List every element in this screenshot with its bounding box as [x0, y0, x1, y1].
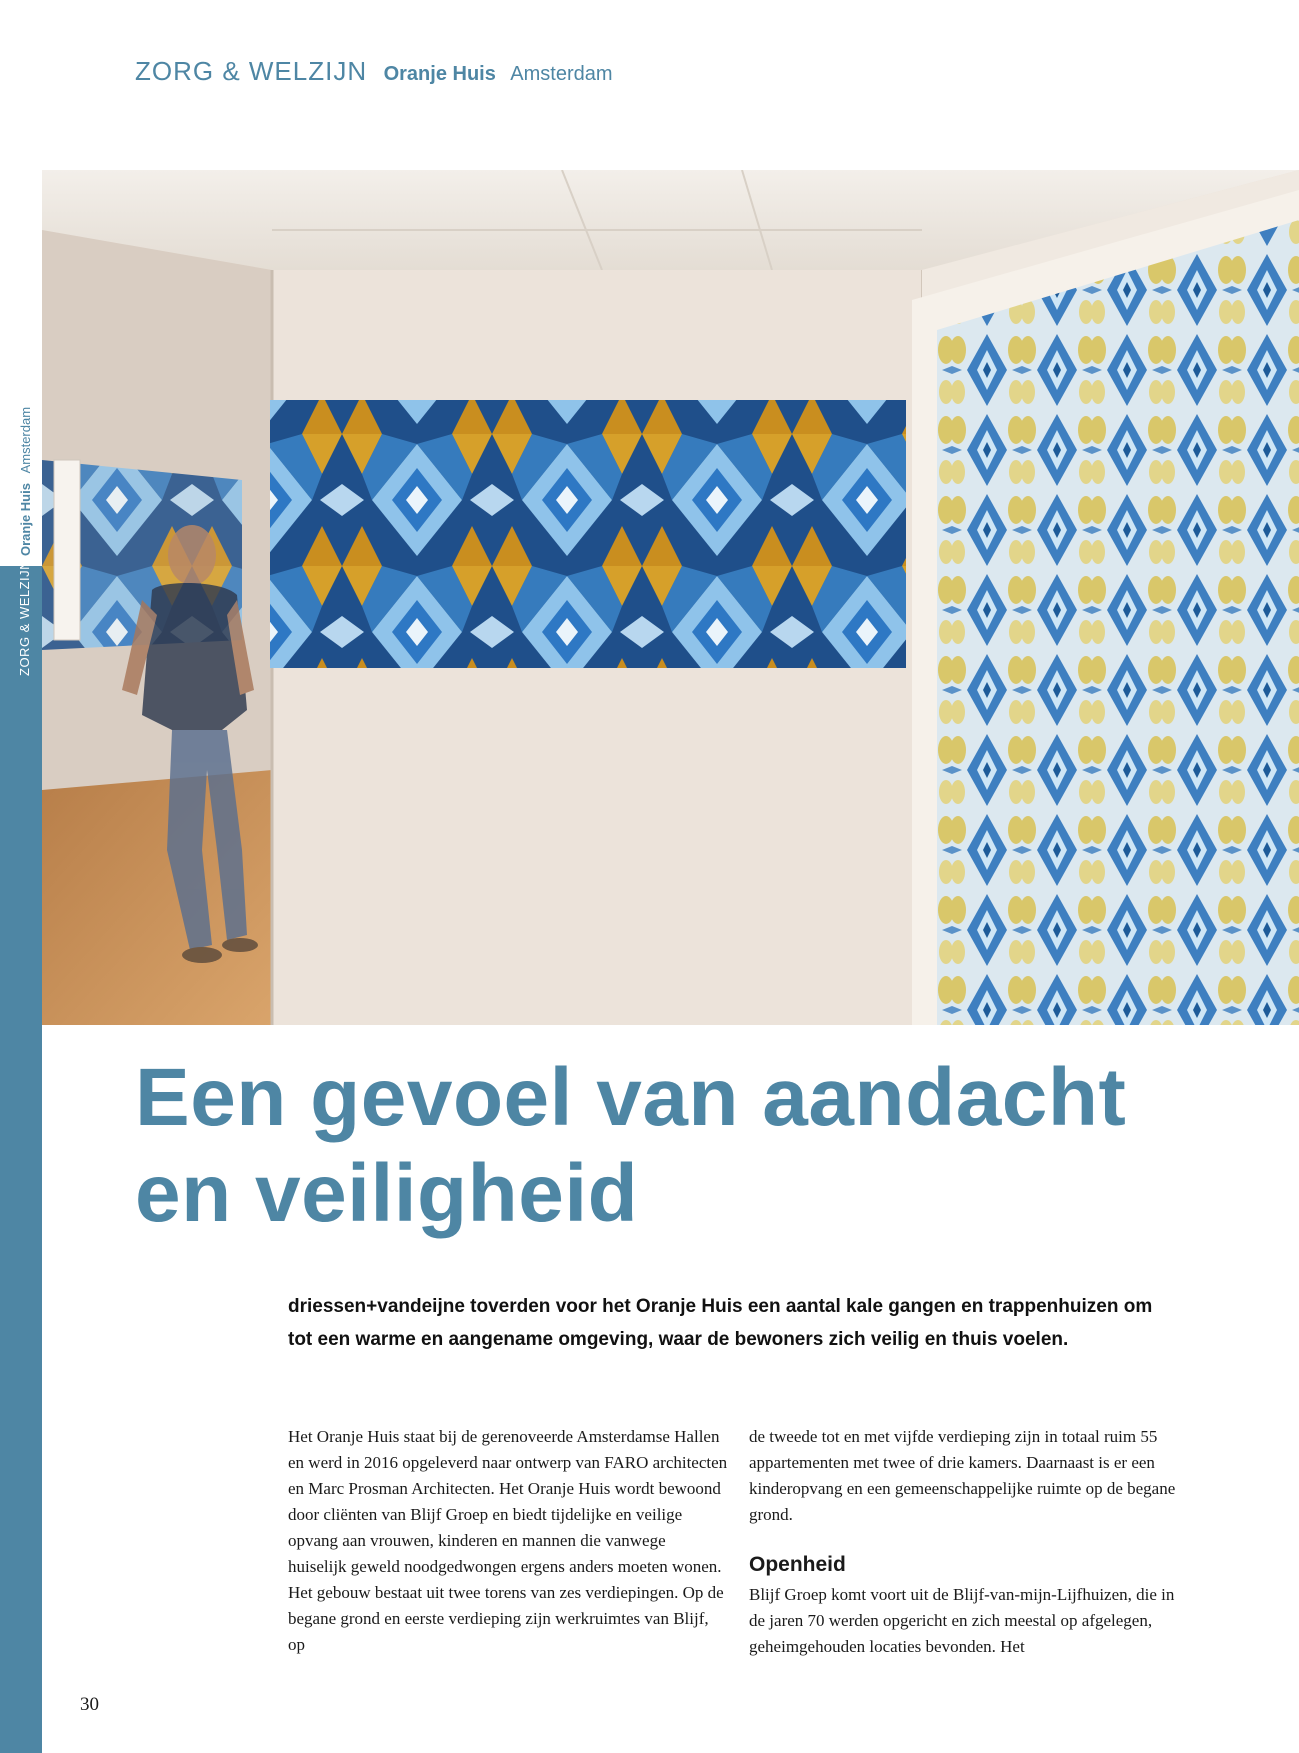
side-accent-bar [0, 566, 42, 1753]
body-paragraph: de tweede tot en met vijfde verdieping zijn in totaal ruim 55 appartementen met twee of drie kamers. Daarnaast is er een kinderopvang en een gemeenschappelijke ruimte op de begane grond. [749, 1427, 1176, 1524]
header-city: Amsterdam [510, 63, 613, 85]
header-project: Oranje Huis [383, 63, 496, 85]
side-category: ZORG & WELZIJN [17, 559, 32, 676]
title-line-2: en veiligheid [135, 1148, 639, 1239]
body-column-left [288, 1424, 728, 1658]
article-lead: driessen+vandeijne toverden voor het Oranje Huis een aantal kale gangen en trappenhuizen om tot een warme en aangename omgeving, waar de bewoners zich veilig en thuis voelen. [288, 1296, 1153, 1350]
page-number: 30 [80, 1694, 99, 1715]
body-paragraph: Blijf Groep komt voort uit de Blijf-van-mijn-Lijfhuizen, die in de jaren 70 werden opgericht en zich meestal op afgelegen, geheimgehouden locaties bevonden. Het [749, 1585, 1175, 1656]
hero-photo [42, 170, 1299, 1025]
title-line-1: Een gevoel van aandacht [135, 1052, 1127, 1143]
running-header [135, 56, 613, 87]
side-label-top [18, 407, 33, 556]
body-paragraph: Het Oranje Huis staat bij de gerenoveerde Amsterdamse Hallen en werd in 2016 opgeleverd naar ontwerp van FARO architecten en Marc Prosman Architecten. Het Oranje Huis wordt bewoond door cliënten van Blijf Groep en biedt tijdelijke en veilige opvang aan vrouwen, kinderen en mannen die vanwege huiselijk geweld noodgedwongen ergens anders moeten wonen. Het gebouw bestaat uit twee torens van zes verdiepingen. Op de begane grond en eerste verdieping zijn werkruimtes van Blijf, op [288, 1427, 728, 1654]
body-column-right [749, 1424, 1189, 1660]
side-label-bottom [17, 560, 32, 676]
side-city: Amsterdam [18, 406, 33, 474]
header-category: ZORG & WELZIJN [135, 56, 368, 86]
side-project: Oranje Huis [18, 483, 33, 556]
section-subheading: Openheid [749, 1553, 846, 1576]
article-title [135, 1050, 1255, 1242]
